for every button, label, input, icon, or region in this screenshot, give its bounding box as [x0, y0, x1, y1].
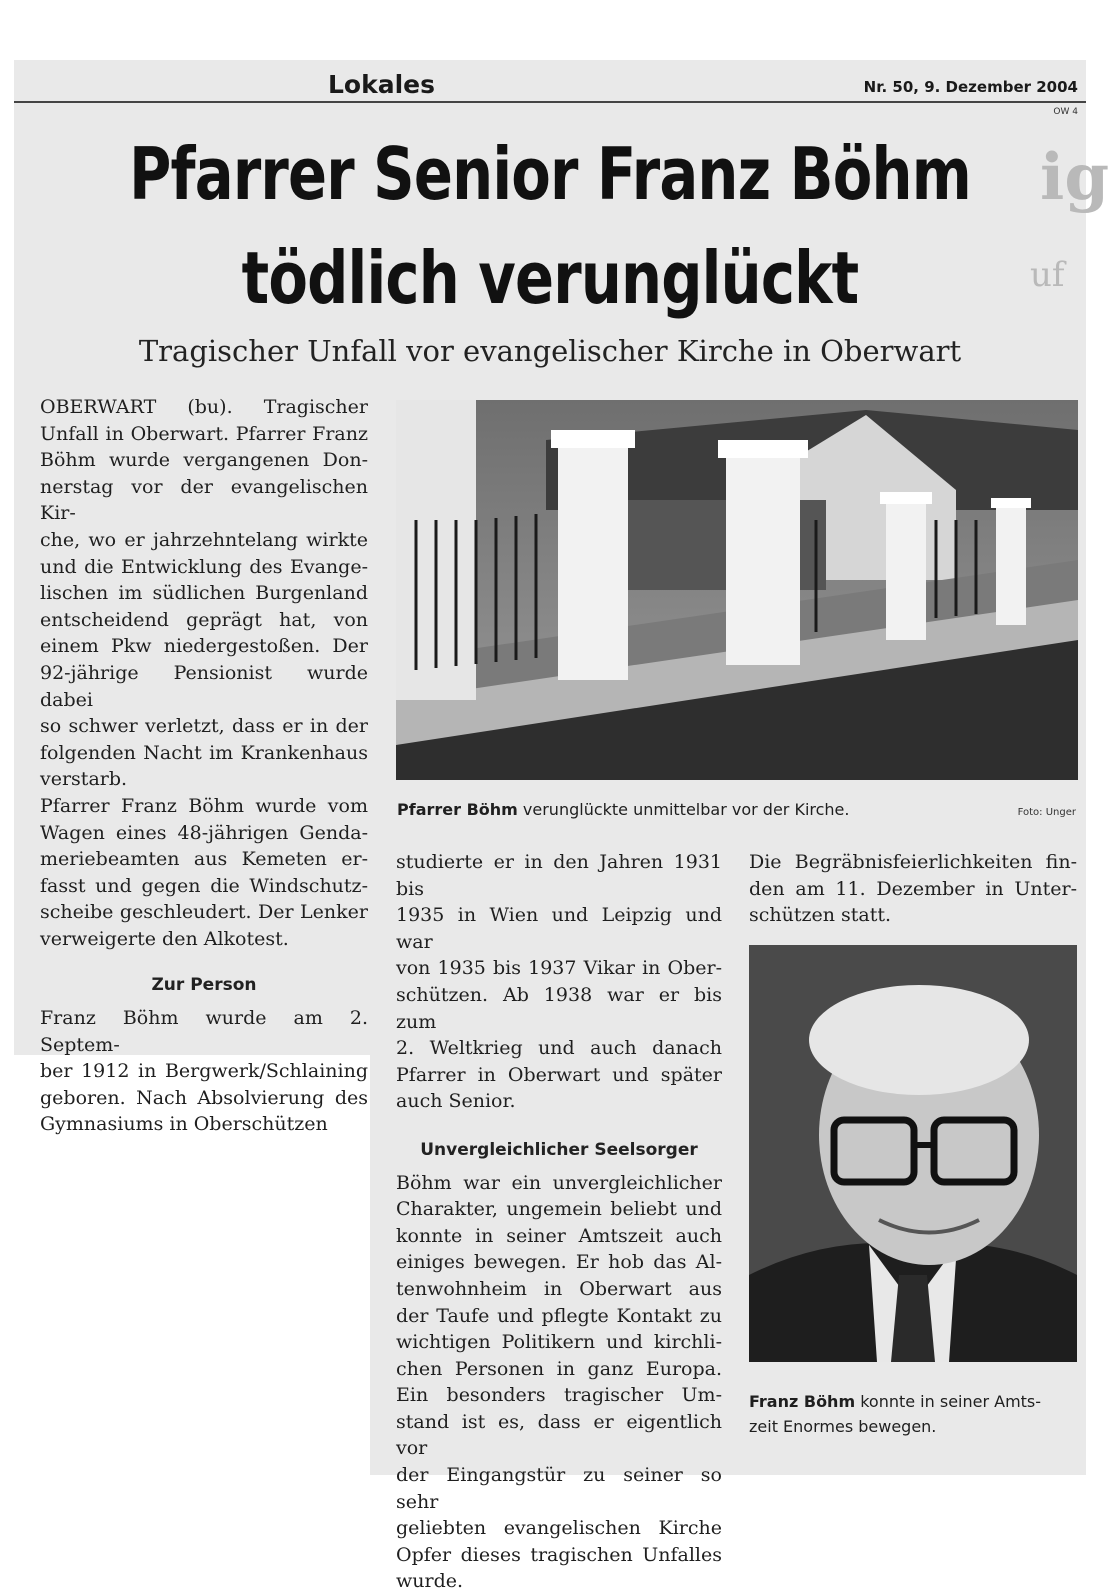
text-line: geboren. Nach Absolvierung des	[40, 1086, 368, 1109]
text-line: Charakter, ungemein beliebt und	[396, 1198, 722, 1221]
text-line: Böhm wurde vergangenen Don-	[40, 449, 368, 472]
bleed-through-text: ig	[1040, 140, 1109, 215]
text-line: von 1935 bis 1937 Vikar in Ober-	[396, 957, 722, 980]
caption-bold: Pfarrer Böhm	[397, 800, 518, 819]
column-1b-text	[40, 1005, 368, 1138]
headline-line-1: Pfarrer Senior Franz Böhm	[129, 132, 971, 216]
column-2-text	[396, 849, 722, 1115]
text-line: 1935 in Wien und Leipzig und war	[396, 904, 722, 953]
portrait-caption-line-2: zeit Enormes bewegen.	[749, 1417, 937, 1436]
portrait-image	[749, 945, 1077, 1362]
text-line: fasst und gegen die Windschutz-	[40, 874, 368, 897]
text-line: Pfarrer in Oberwart und später	[396, 1063, 722, 1086]
text-line: den am 11. Dezember in Unter-	[749, 877, 1077, 900]
text-line: schützen. Ab 1938 war er bis zum	[396, 983, 722, 1033]
portrait-caption-line-1	[749, 1389, 1041, 1414]
subtitle: Tragischer Unfall vor evangelischer Kirche in Oberwart	[138, 334, 962, 368]
text-line: entscheidend geprägt hat, von	[40, 608, 368, 631]
portrait-photo	[749, 945, 1077, 1362]
text-line: nerstag vor der evangelischen Kir-	[40, 475, 368, 525]
subhead-seelsorger: Unvergleichlicher Seelsorger	[420, 1139, 698, 1160]
text-line: 92-jährige Pensionist wurde dabei	[40, 661, 368, 711]
church-photo	[396, 400, 1078, 780]
text-line: stand ist es, dass er eigentlich vor	[396, 1410, 722, 1460]
church-fence-image	[396, 400, 1078, 780]
text-line: Franz Böhm wurde am 2. Septem-	[40, 1007, 368, 1056]
page-code: OW 4	[1053, 107, 1078, 117]
column-3-text	[749, 849, 1077, 929]
text-line: Böhm war ein unvergleichlicher	[396, 1171, 722, 1194]
text-line: Unfall in Oberwart. Pfarrer Franz	[40, 422, 368, 445]
bleed-through-text: uf	[1030, 255, 1065, 295]
text-line: geliebten evangelischen Kirche	[396, 1517, 722, 1540]
text-line: der Taufe und pflegte Kontakt zu	[396, 1304, 722, 1327]
portrait-caption	[749, 1389, 1041, 1439]
text-line: Die Begräbnisfeierlichkeiten fin-	[749, 851, 1077, 873]
article-column-3	[749, 849, 1077, 929]
text-line: Wagen eines 48-jährigen Genda-	[40, 821, 368, 844]
text-line: der Eingangstür zu seiner so sehr	[396, 1464, 722, 1513]
text-line: meriebeamten aus Kemeten er-	[40, 848, 368, 871]
text-line: wurde.	[396, 1570, 464, 1593]
section-label: Lokales	[328, 70, 436, 99]
column-2b-text	[396, 1170, 722, 1595]
text-line: Ein besonders tragischer Um-	[396, 1384, 722, 1407]
column-1-text	[40, 394, 368, 952]
portrait-caption-text: konnte in seiner Amts-	[855, 1392, 1042, 1411]
text-line: wichtigen Politikern und kirchli-	[396, 1331, 722, 1354]
portrait-caption-bold: Franz Böhm	[749, 1392, 856, 1411]
text-line: und die Entwicklung des Evange-	[40, 555, 368, 578]
text-line: 2. Weltkrieg und auch danach	[396, 1037, 722, 1060]
text-line: einem Pkw niedergestoßen. Der	[40, 635, 368, 658]
text-line: konnte in seiner Amtszeit auch	[396, 1224, 722, 1247]
text-line: Gymnasiums in Oberschützen	[40, 1113, 328, 1136]
text-line: folgenden Nacht im Krankenhaus	[40, 741, 368, 764]
text-line: auch Senior.	[396, 1090, 516, 1113]
text-line: verweigerte den Alkotest.	[40, 927, 289, 950]
text-line: einiges bewegen. Er hob das Al-	[396, 1251, 722, 1274]
caption-text: verunglückte unmittelbar vor der Kirche.	[517, 800, 850, 819]
text-line: verstarb.	[40, 768, 128, 791]
text-line: lischen im südlichen Burgenland	[40, 582, 368, 605]
text-line: scheibe geschleudert. Der Lenker	[40, 901, 368, 924]
photo-caption	[397, 800, 849, 819]
text-line: chen Personen in ganz Europa.	[396, 1357, 722, 1380]
header-rule	[14, 101, 1086, 103]
issue-date: Nr. 50, 9. Dezember 2004	[863, 78, 1078, 96]
text-line: schützen statt.	[749, 904, 892, 927]
text-line: tenwohnheim in Oberwart aus	[396, 1277, 722, 1300]
headline-line-2: tödlich verunglückt	[241, 236, 859, 320]
text-line: che, wo er jahrzehntelang wirkte	[40, 528, 368, 551]
text-line: Pfarrer Franz Böhm wurde vom	[40, 794, 368, 817]
subhead-zur-person: Zur Person	[151, 975, 257, 996]
text-line: ber 1912 in Bergwerk/Schlaining	[40, 1060, 368, 1083]
text-line: OBERWART (bu). Tragischer	[40, 396, 368, 418]
article-column-2	[396, 849, 722, 1595]
text-line: studierte er in den Jahren 1931 bis	[396, 851, 722, 900]
article-column-1	[40, 394, 368, 1138]
text-line: Opfer dieses tragischen Unfalles	[396, 1543, 722, 1566]
photo-credit: Foto: Unger	[1017, 807, 1076, 818]
text-line: so schwer verletzt, dass er in der	[40, 715, 368, 738]
